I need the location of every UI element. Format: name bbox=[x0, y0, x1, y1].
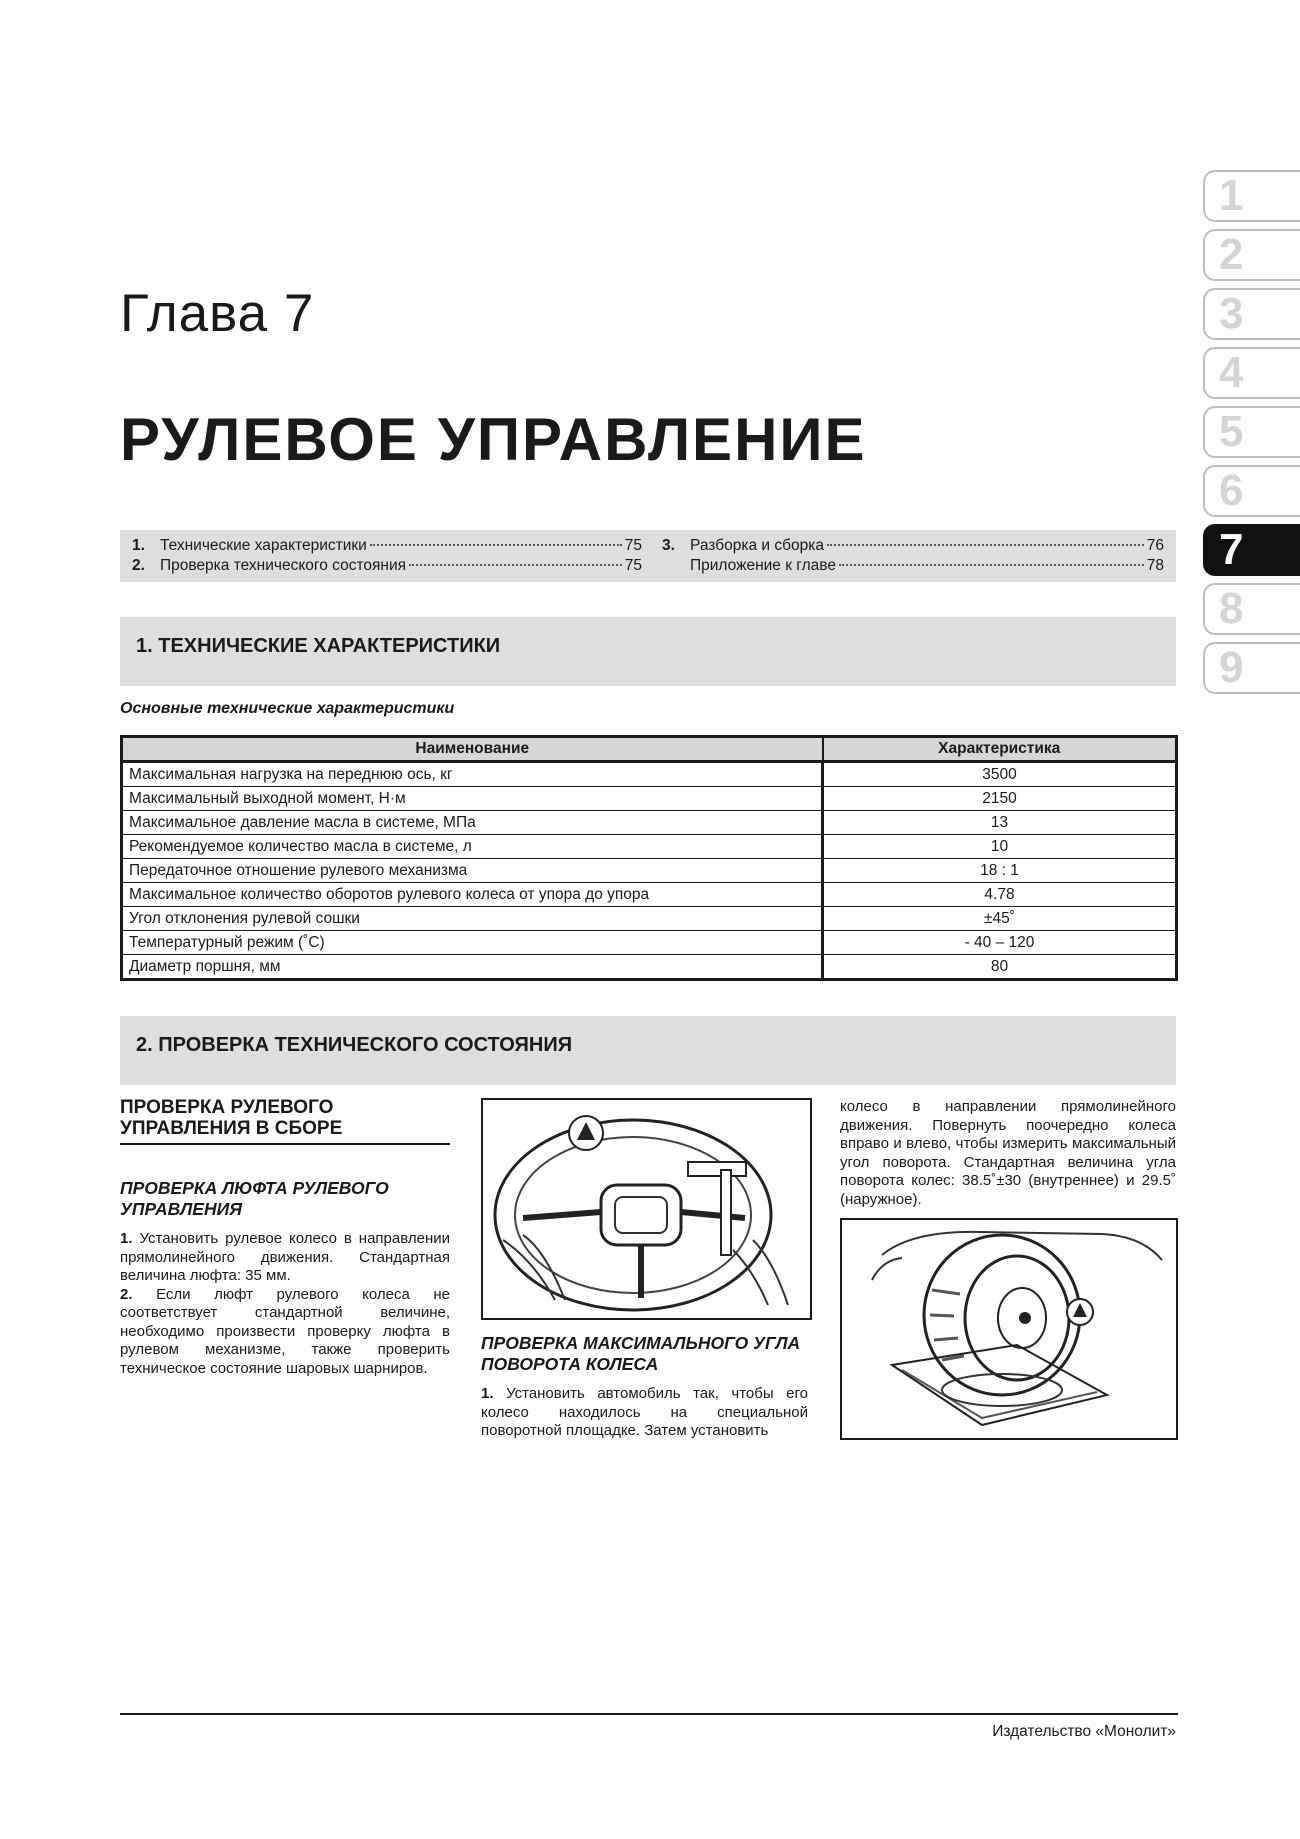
table-header-row bbox=[122, 737, 1177, 762]
cell-value: 18 : 1 bbox=[823, 859, 1177, 883]
section-2-title: 2. ПРОВЕРКА ТЕХНИЧЕСКОГО СОСТОЯНИЯ bbox=[136, 1034, 573, 1056]
toc-title: Разборка и сборка bbox=[690, 537, 824, 554]
chapter-tab-8[interactable]: 8 bbox=[1203, 583, 1300, 635]
step-number: 1. bbox=[481, 1385, 494, 1402]
toc-leader bbox=[370, 544, 622, 546]
publisher-footer: Издательство «Монолит» bbox=[992, 1723, 1176, 1740]
cell-name: Максимальное количество оборотов рулевого колеса от упора до упора bbox=[122, 883, 823, 907]
paragraph-max-angle-continued: колесо в направлении прямолинейного движения. Повернуть поочередно колеса вправо и влево, чтобы измерить максимальный угол поворота. Стандартная величина угла поворота колес: 38.5˚±30 (внутреннее) и 29.5˚ (наружное). bbox=[840, 1098, 1176, 1208]
step-number: 1. bbox=[120, 1230, 133, 1247]
table-row bbox=[122, 931, 1177, 955]
chapter-tab-1[interactable]: 1 bbox=[1203, 170, 1300, 222]
section-1-header bbox=[120, 617, 1176, 686]
table-row bbox=[122, 955, 1177, 980]
chapter-tab-7[interactable]: 7 bbox=[1203, 524, 1300, 576]
toc-title: Приложение к главе bbox=[690, 557, 836, 574]
cell-value: 80 bbox=[823, 955, 1177, 980]
cell-value: 10 bbox=[823, 835, 1177, 859]
toc-num: 1. bbox=[132, 537, 145, 554]
footer-rule bbox=[120, 1713, 1178, 1715]
table-of-contents bbox=[120, 530, 1176, 582]
chapter-tab-9[interactable]: 9 bbox=[1203, 642, 1300, 694]
table-row bbox=[122, 762, 1177, 787]
chapter-tab-3[interactable]: 3 bbox=[1203, 288, 1300, 340]
cell-name: Температурный режим (˚C) bbox=[122, 931, 823, 955]
cell-name: Рекомендуемое количество масла в системе, л bbox=[122, 835, 823, 859]
chapter-tab-5[interactable]: 5 bbox=[1203, 406, 1300, 458]
toc-title: Проверка технического состояния bbox=[160, 557, 407, 574]
table-caption: Основные технические характеристики bbox=[120, 700, 455, 717]
table-row bbox=[122, 811, 1177, 835]
step-text: Установить автомобиль так, чтобы его колесо находилось на специальной поворотной площадке. Затем установить bbox=[481, 1385, 808, 1439]
subheading-rule bbox=[120, 1143, 450, 1145]
cell-value: 2150 bbox=[823, 787, 1177, 811]
chapter-title: РУЛЕВОЕ УПРАВЛЕНИЕ bbox=[120, 406, 867, 473]
toc-leader bbox=[409, 564, 622, 566]
chapter-tab-2[interactable]: 2 bbox=[1203, 229, 1300, 281]
subheading-play-check: ПРОВЕРКА ЛЮФТА РУЛЕВОГО УПРАВЛЕНИЯ bbox=[120, 1178, 389, 1219]
cell-value: - 40 – 120 bbox=[823, 931, 1177, 955]
table-row bbox=[122, 859, 1177, 883]
toc-item[interactable] bbox=[662, 537, 1164, 555]
table-row bbox=[122, 787, 1177, 811]
cell-name: Максимальное давление масла в системе, МПа bbox=[122, 811, 823, 835]
cell-value: 13 bbox=[823, 811, 1177, 835]
subheading-max-angle: ПРОВЕРКА МАКСИМАЛЬНОГО УГЛА ПОВОРОТА КОЛЕСА bbox=[481, 1333, 801, 1374]
header-name: Наименование bbox=[122, 737, 823, 762]
table-row bbox=[122, 907, 1177, 931]
chapter-tab-4[interactable]: 4 bbox=[1203, 347, 1300, 399]
table-row bbox=[122, 835, 1177, 859]
section-2-header bbox=[120, 1016, 1176, 1085]
toc-title: Технические характеристики bbox=[160, 537, 367, 554]
section-1-title: 1. ТЕХНИЧЕСКИЕ ХАРАКТЕРИСТИКИ bbox=[136, 635, 501, 657]
toc-page: 78 bbox=[1146, 557, 1164, 574]
toc-num: 3. bbox=[662, 537, 675, 554]
cell-name: Максимальный выходной момент, Н·м bbox=[122, 787, 823, 811]
header-value: Характеристика bbox=[823, 737, 1177, 762]
toc-leader bbox=[827, 544, 1144, 546]
cell-name: Максимальная нагрузка на переднюю ось, кг bbox=[122, 762, 823, 787]
toc-item[interactable] bbox=[132, 537, 642, 555]
chapter-tab-6[interactable]: 6 bbox=[1203, 465, 1300, 517]
cell-value: 3500 bbox=[823, 762, 1177, 787]
steering-wheel-figure bbox=[481, 1098, 812, 1320]
chapter-tabs bbox=[1203, 170, 1300, 701]
wheel-turntable-illustration bbox=[842, 1220, 1176, 1438]
spec-table bbox=[120, 735, 1178, 981]
wheel-turntable-figure bbox=[840, 1218, 1178, 1440]
cell-value: 4.78 bbox=[823, 883, 1177, 907]
toc-leader bbox=[839, 564, 1144, 566]
toc-page: 76 bbox=[1146, 537, 1164, 554]
toc-item[interactable] bbox=[132, 557, 642, 575]
chapter-label: Глава 7 bbox=[120, 284, 315, 343]
cell-value: ±45˚ bbox=[823, 907, 1177, 931]
subheading-assembly-check: ПРОВЕРКА РУЛЕВОГО УПРАВЛЕНИЯ В СБОРЕ bbox=[120, 1097, 343, 1139]
cell-name: Передаточное отношение рулевого механизма bbox=[122, 859, 823, 883]
steering-wheel-illustration bbox=[483, 1100, 810, 1318]
toc-item[interactable] bbox=[662, 557, 1164, 575]
cell-name: Угол отклонения рулевой сошки bbox=[122, 907, 823, 931]
toc-num: 2. bbox=[132, 557, 145, 574]
table-row bbox=[122, 883, 1177, 907]
toc-page: 75 bbox=[624, 537, 642, 554]
step-text: Если люфт рулевого колеса не соответствует стандартной величине, необходимо произвести проверку люфта в рулевом механизме, также проверить техническое состояние шаровых шарниров. bbox=[120, 1285, 450, 1377]
cell-name: Диаметр поршня, мм bbox=[122, 955, 823, 980]
step-number: 2. bbox=[120, 1285, 133, 1303]
toc-page: 75 bbox=[624, 557, 642, 574]
paragraph-max-angle bbox=[481, 1385, 808, 1441]
step-text: Установить рулевое колесо в направлении прямолинейного движения. Стандартная величина люфта: 35 мм. bbox=[120, 1230, 450, 1284]
paragraph-play bbox=[120, 1230, 450, 1378]
